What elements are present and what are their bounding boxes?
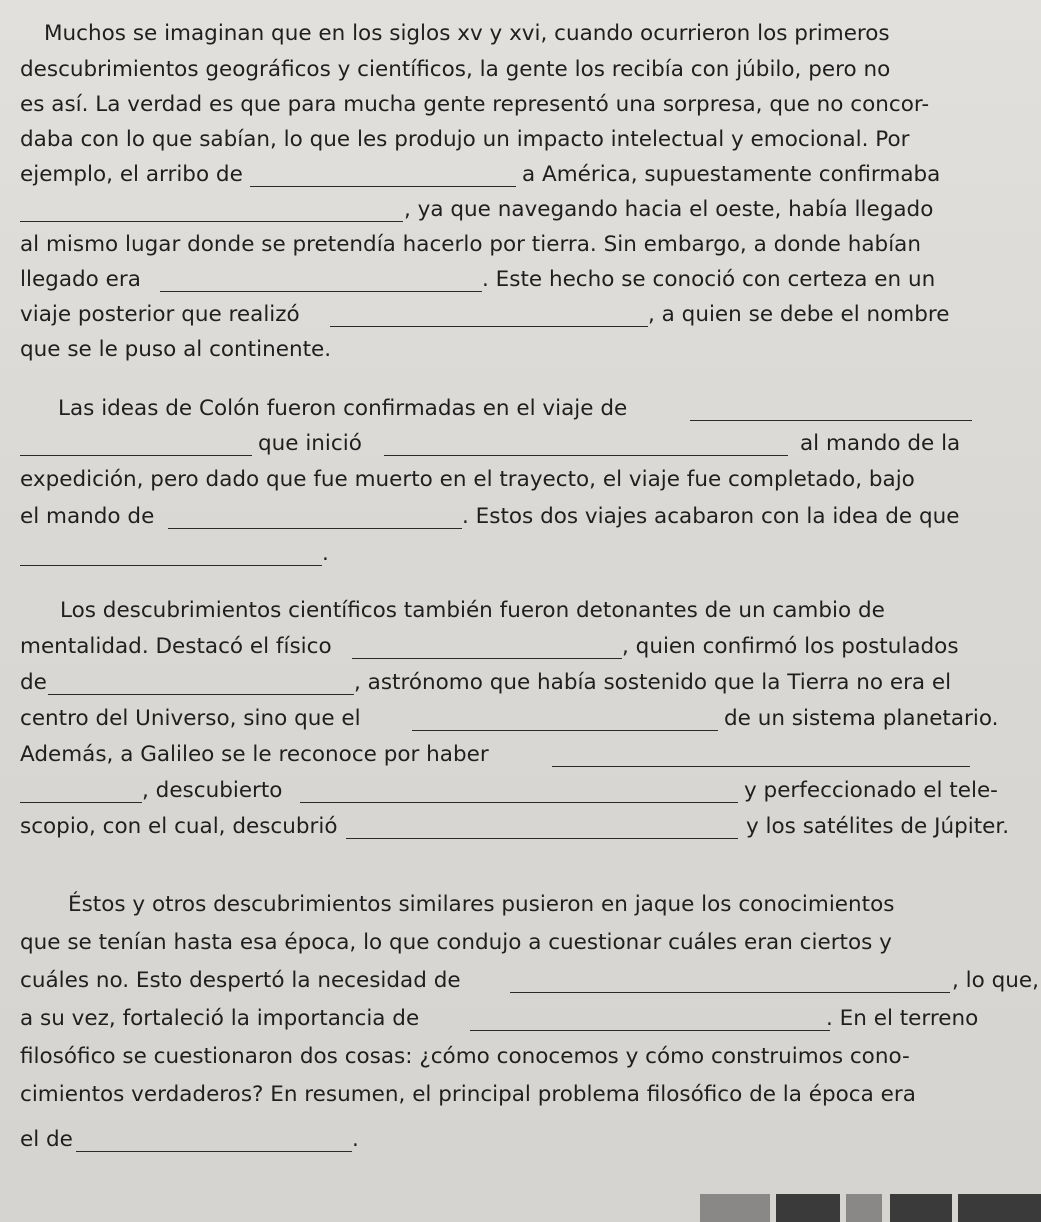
paragraph-line [0,923,1041,963]
paragraph-line [0,1120,1041,1160]
text-segment: Además, a Galileo se le reconoce por haber [20,742,489,767]
fill-in-blank[interactable] [552,766,970,767]
paragraph-line [0,85,1041,125]
paragraph-line [0,663,1041,703]
paragraph-line [0,961,1041,1001]
fill-in-blank[interactable] [76,1151,352,1152]
paragraph-line [0,155,1041,195]
decorative-strip [846,1194,882,1222]
fill-in-blank[interactable] [20,802,142,803]
text-segment: . Este hecho se conoció con certeza en un [482,267,936,292]
paragraph-line [0,190,1041,230]
fill-in-blank[interactable] [510,992,950,993]
text-segment: el mando de [20,504,155,529]
fill-in-blank[interactable] [384,455,788,456]
paragraph-line [0,735,1041,775]
text-segment: que se le puso al continente. [20,337,332,362]
paragraph-line [0,14,1041,54]
text-segment: Los descubrimientos científicos también fueron detonantes de un cambio de [60,598,885,623]
paragraph-line [0,120,1041,160]
text-segment: daba con lo que sabían, lo que les produjo un impacto intelectual y emocional. Por [20,127,910,152]
fill-in-blank[interactable] [412,730,718,731]
decorative-strip [700,1194,770,1222]
text-segment: el de [20,1127,73,1152]
text-segment: centro del Universo, sino que el [20,706,361,731]
text-segment: Las ideas de Colón fueron confirmadas en el viaje de [58,396,628,421]
paragraph-line [0,389,1041,429]
paragraph-line [0,330,1041,370]
text-segment: , ya que navegando hacia el oeste, había llegado [404,197,934,222]
text-segment: y los satélites de Júpiter. [746,814,1010,839]
text-segment: de un sistema planetario. [724,706,999,731]
paragraph-line [0,50,1041,90]
text-segment: que se tenían hasta esa época, lo que condujo a cuestionar cuáles eran ciertos y [20,930,892,955]
decorative-strip [958,1194,1041,1222]
text-segment: viaje posterior que realizó [20,302,300,327]
paragraph-line [0,460,1041,500]
text-segment: filosófico se cuestionaron dos cosas: ¿cómo conocemos y cómo construimos cono- [20,1044,910,1069]
paragraph-line [0,295,1041,335]
text-segment: es así. La verdad es que para mucha gente representó una sorpresa, que no concor- [20,92,930,117]
text-segment: . [322,541,329,566]
fill-in-blank[interactable] [352,658,622,659]
fill-in-blank[interactable] [346,838,738,839]
paragraph-line [0,497,1041,537]
paragraph-line [0,591,1041,631]
paragraph-line [0,260,1041,300]
text-segment: llegado era [20,267,141,292]
decorative-strip [776,1194,840,1222]
text-segment: mentalidad. Destacó el físico [20,634,332,659]
text-segment: que inició [258,431,362,456]
paragraph-line [0,424,1041,464]
fill-in-blank[interactable] [160,291,482,292]
text-segment: cimientos verdaderos? En resumen, el principal problema filosófico de la época era [20,1082,916,1107]
text-segment: cuáles no. Esto despertó la necesidad de [20,968,461,993]
text-segment: a su vez, fortaleció la importancia de [20,1006,420,1031]
text-segment: , astrónomo que había sostenido que la Tierra no era el [354,670,952,695]
fill-in-blank[interactable] [20,565,322,566]
text-segment: , lo que, [952,968,1039,993]
fill-in-blank[interactable] [20,455,252,456]
paragraph-line [0,627,1041,667]
paragraph-line [0,534,1041,574]
text-segment: Éstos y otros descubrimientos similares pusieron en jaque los conocimientos [68,892,895,917]
fill-in-blank[interactable] [300,802,738,803]
text-segment: al mismo lugar donde se pretendía hacerlo por tierra. Sin embargo, a donde habían [20,232,921,257]
text-segment: de [20,670,47,695]
fill-in-blank[interactable] [690,420,972,421]
text-segment: al mando de la [800,431,961,456]
paragraph-line [0,1037,1041,1077]
fill-in-blank[interactable] [470,1030,830,1031]
text-segment: , descubierto [142,778,283,803]
fill-in-blank[interactable] [250,186,516,187]
paragraph-line [0,225,1041,265]
text-segment: . [352,1127,359,1152]
text-segment: . Estos dos viajes acabaron con la idea de que [462,504,960,529]
text-segment: ejemplo, el arribo de [20,162,243,187]
paragraph-line [0,807,1041,847]
fill-in-blank[interactable] [168,528,462,529]
paragraph-line [0,885,1041,925]
text-segment: descubrimientos geográficos y científicos, la gente los recibía con júbilo, pero no [20,57,891,82]
text-segment: a América, supuestamente confirmaba [522,162,941,187]
paragraph-line [0,1075,1041,1115]
fill-in-blank[interactable] [48,694,354,695]
paragraph-line [0,999,1041,1039]
text-segment: y perfeccionado el tele- [744,778,998,803]
fill-in-blank[interactable] [330,326,648,327]
text-segment: Muchos se imaginan que en los siglos xv y xvi, cuando ocurrieron los primeros [44,21,890,46]
text-segment: , quien confirmó los postulados [622,634,959,659]
fill-in-blank[interactable] [20,221,403,222]
text-segment: . En el terreno [826,1006,979,1031]
paragraph-line [0,771,1041,811]
decorative-strip [890,1194,952,1222]
text-segment: scopio, con el cual, descubrió [20,814,338,839]
text-segment: , a quien se debe el nombre [648,302,950,327]
paragraph-line [0,699,1041,739]
text-segment: expedición, pero dado que fue muerto en el trayecto, el viaje fue completado, bajo [20,467,915,492]
